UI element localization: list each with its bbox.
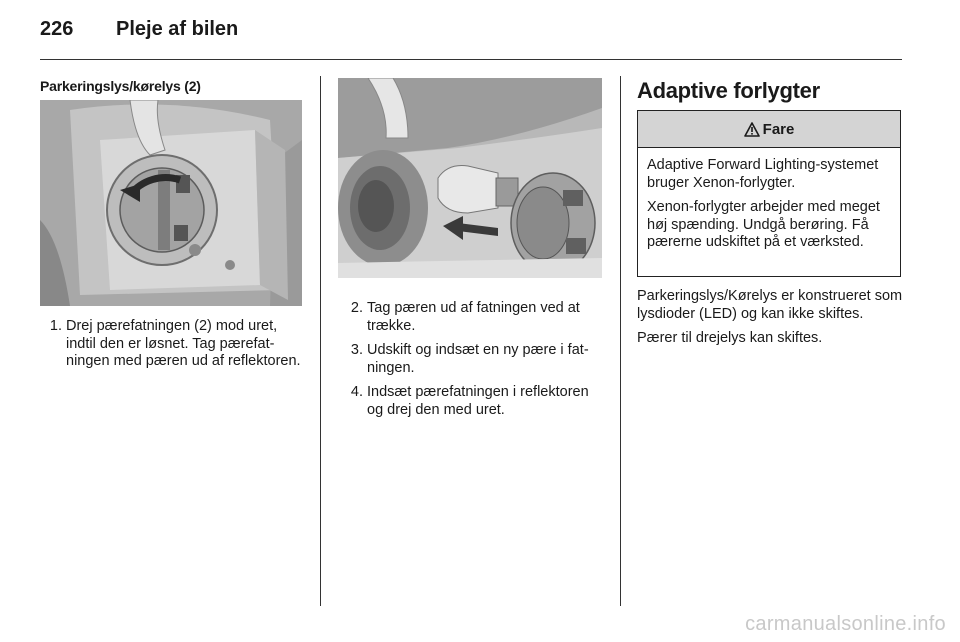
- column-divider-left: [320, 76, 321, 606]
- headlamp-bulb-holder-illustration: [40, 100, 302, 306]
- list-item: 4. Indsæt pærefatningen i reflektoren og drej den med uret.: [350, 384, 589, 418]
- page-header: [40, 18, 238, 48]
- warning-paragraph: Adaptive Forward Lighting-systemet bruger Xenon-forlygter.: [647, 157, 879, 191]
- steps-list-left: [40, 318, 306, 378]
- right-body-text: [637, 288, 903, 355]
- warning-triangle-icon: [744, 122, 760, 137]
- watermark: carmanualsonline.info: [745, 613, 946, 635]
- list-item: 1. Drej pærefatningen (2) mod uret, indtil den er løsnet. Tag pærefatningen med pæren ud af reflektoren.: [49, 318, 301, 369]
- list-item: 3. Udskift og indsæt en ny pære i fatningen.: [350, 342, 589, 376]
- body-paragraph: Pærer til drejelys kan skiftes.: [637, 330, 823, 346]
- column-divider-right: [620, 76, 621, 606]
- warning-header: [638, 111, 900, 148]
- warning-box: [637, 110, 901, 277]
- warning-body: [638, 148, 900, 252]
- warning-label: Fare: [762, 120, 795, 138]
- body-paragraph: Parkeringslys/Kørelys er konstrueret som lysdioder (LED) og kan ikke skiftes.: [637, 288, 903, 322]
- steps-list-middle: [341, 300, 605, 426]
- list-item: 2. Tag pæren ud af fatningen ved at trække.: [350, 300, 580, 334]
- warning-paragraph: Xenon-forlygter arbejder med meget høj spænding. Undgå berøring. Få pærerne udskiftet på et værksted.: [647, 199, 880, 250]
- chapter-title: Pleje af bilen: [116, 18, 239, 40]
- header-divider: [40, 59, 902, 60]
- bulb-removal-illustration: [338, 78, 602, 278]
- page-number: 226: [40, 18, 74, 40]
- subheading-parking-light: Parkeringslys/kørelys (2): [40, 78, 201, 94]
- section-title: Adaptive forlygter: [637, 78, 820, 103]
